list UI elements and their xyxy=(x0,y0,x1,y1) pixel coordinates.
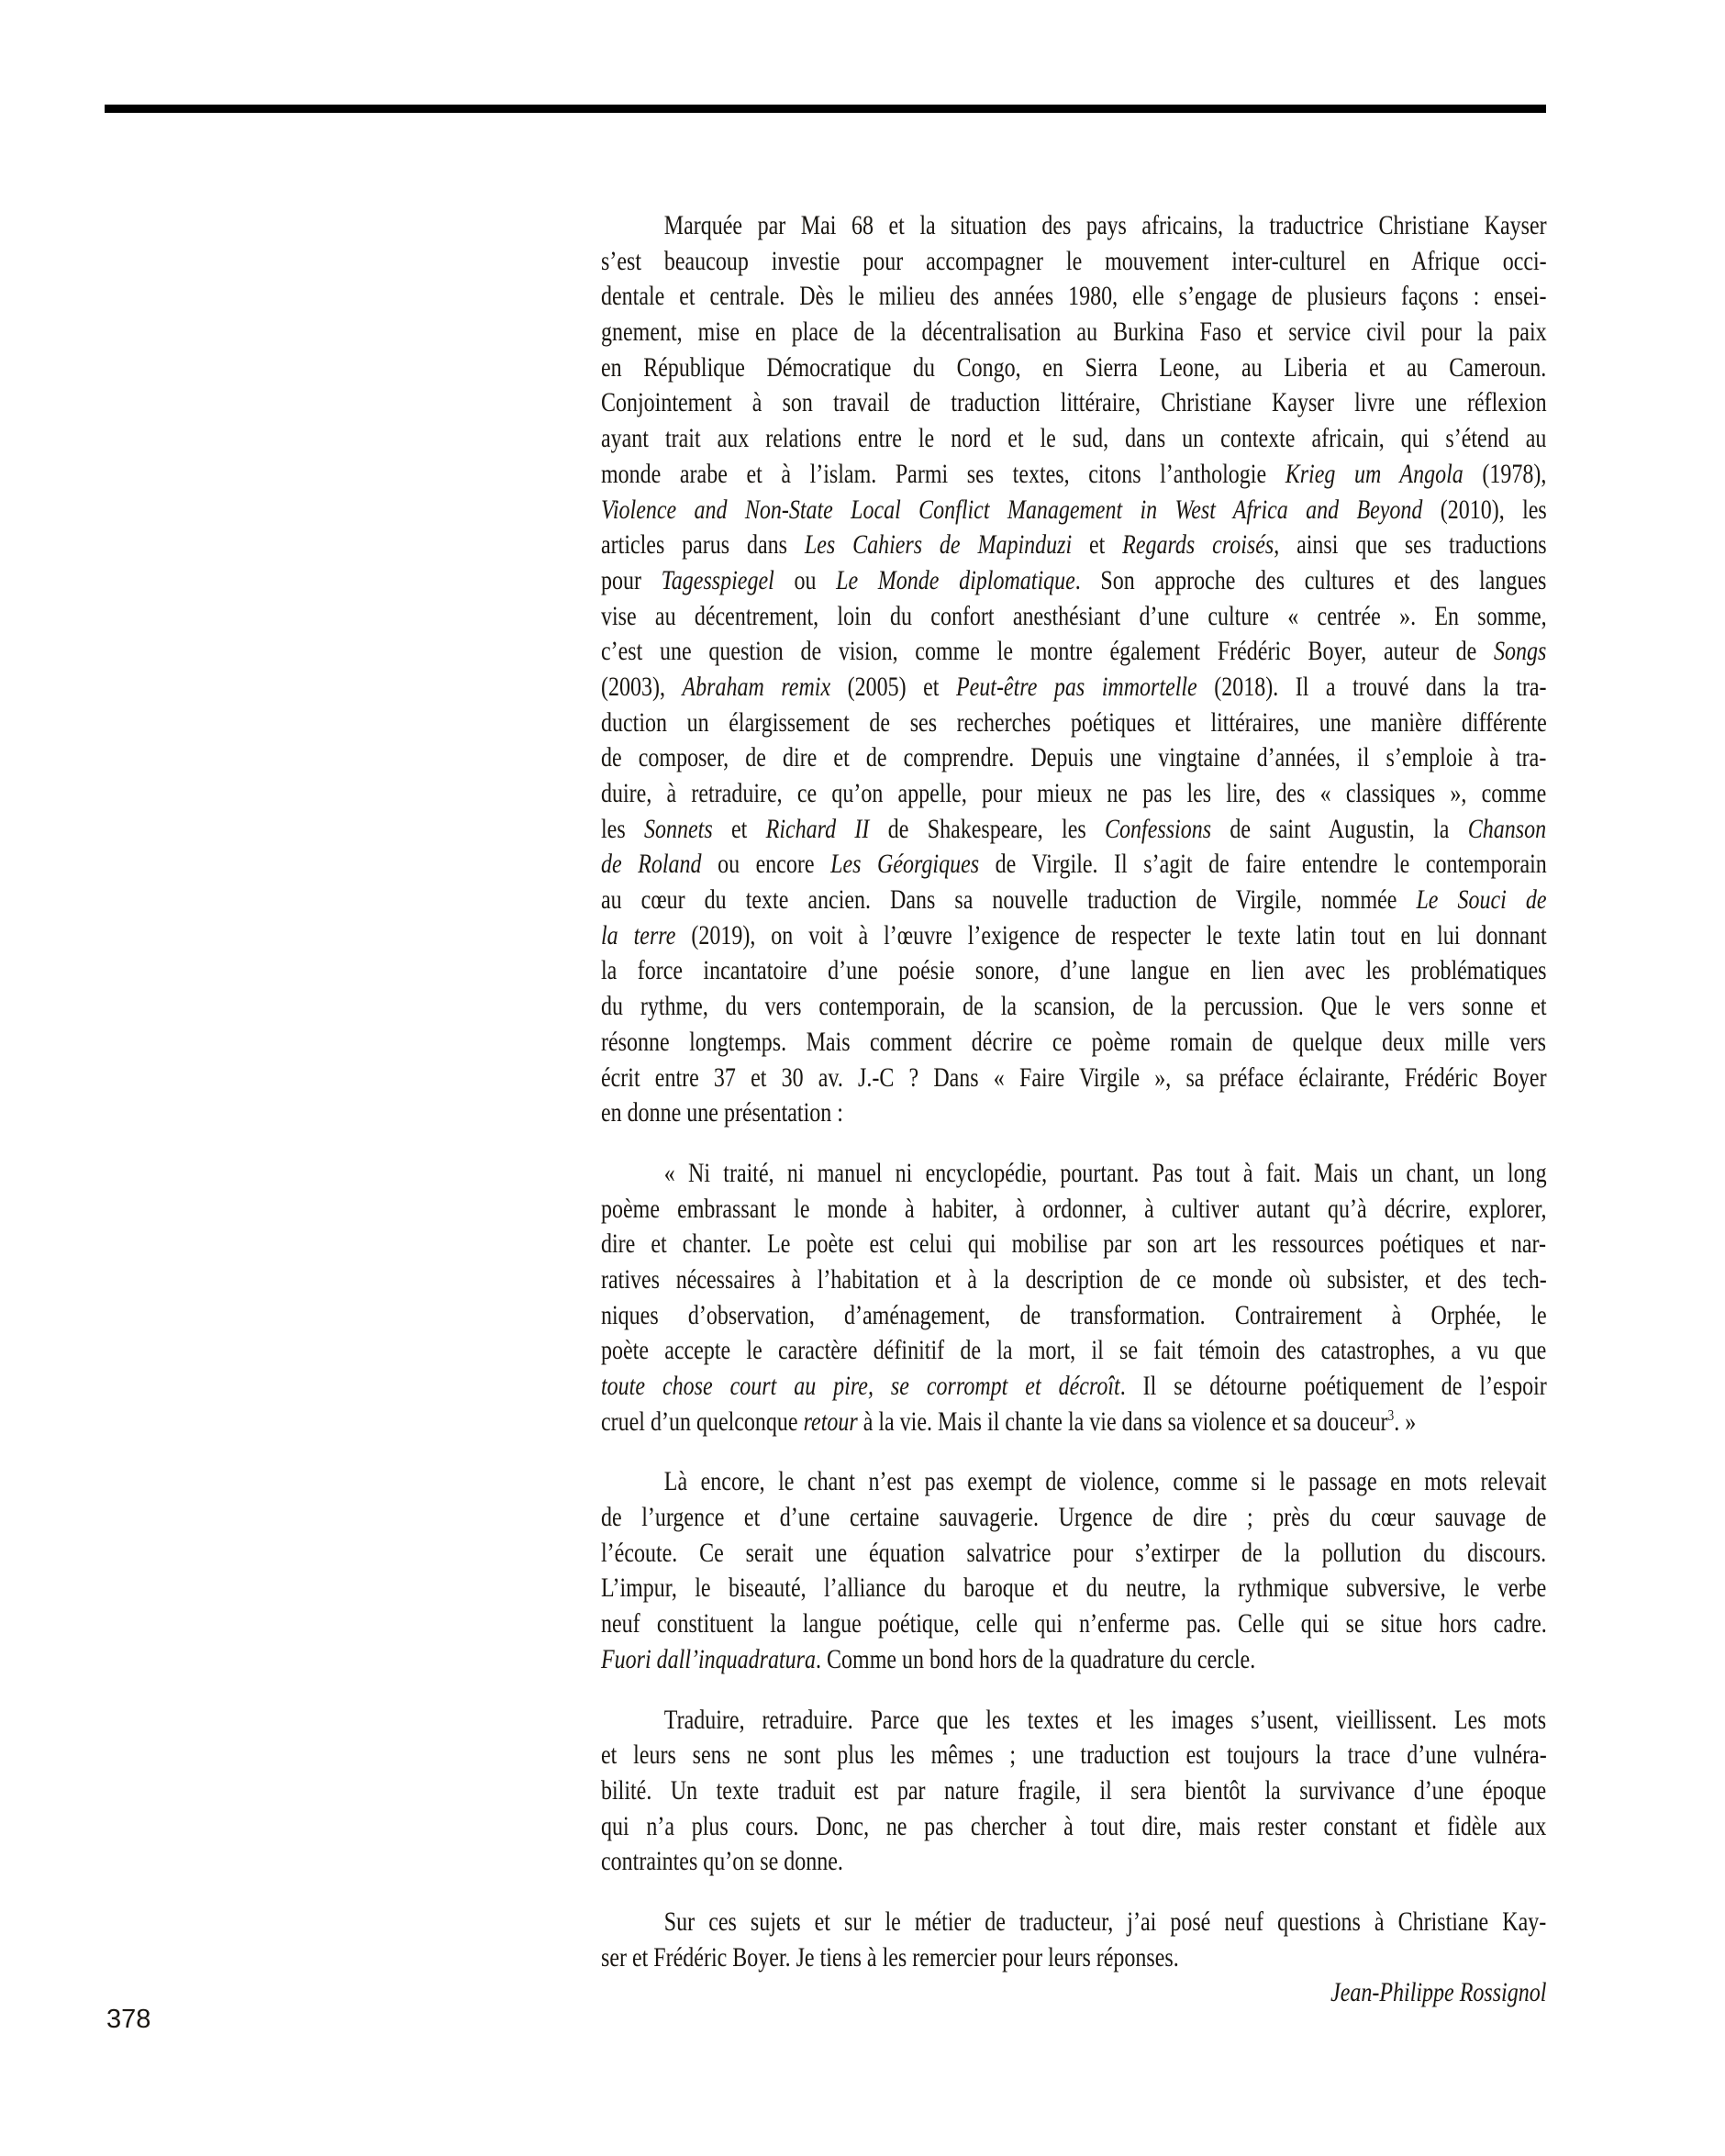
text-line: ratives nécessaires à l’habitation et à la description de ce monde où subsister, et des tech- xyxy=(601,1263,1547,1295)
text-line: écrit entre 37 et 30 av. J.-C ? Dans « Faire Virgile », sa préface éclairante, Frédéric Boyer xyxy=(601,1061,1547,1093)
page-number: 378 xyxy=(106,2005,151,2034)
top-rule xyxy=(105,105,1546,113)
text-line: Marquée par Mai 68 et la situation des pays africains, la traductrice Christiane Kayser xyxy=(663,210,1547,240)
text-line: Traduire, retraduire. Parce que les textes et les images s’usent, vieillissent. Les mots xyxy=(663,1704,1547,1735)
text-line: les Sonnets et Richard II de Shakespeare, les Confessions de saint Augustin, la Chanson xyxy=(601,813,1547,844)
text-line: « Ni traité, ni manuel ni encyclopédie, pourtant. Pas tout à fait. Mais un chant, un long xyxy=(663,1157,1547,1188)
commentary-paragraph xyxy=(601,1464,1546,1677)
text-line: et leurs sens ne sont plus les mêmes ; une traduction est toujours la trace d’une vulnéra- xyxy=(601,1739,1547,1771)
text-line: Sur ces sujets et sur le métier de traducteur, j’ai posé neuf questions à Christiane Kay- xyxy=(663,1906,1547,1937)
retranslation-paragraph xyxy=(601,1703,1546,1880)
quote-paragraph xyxy=(601,1156,1546,1440)
text-line: pour Tagesspiegel ou Le Monde diplomatique. Son approche des cultures et des langues xyxy=(601,564,1547,595)
text-line: neuf constituent la langue poétique, celle qui n’enferme pas. Celle qui se situe hors cadre. xyxy=(601,1608,1547,1639)
text-line: en donne une présentation : xyxy=(601,1097,843,1128)
text-line: vise au décentrement, loin du confort anesthésiant d’une culture « centrée ». En somme, xyxy=(601,600,1547,631)
text-line: bilité. Un texte traduit est par nature fragile, il sera bientôt la survivance d’une époque xyxy=(601,1774,1547,1806)
text-line: Fuori dall’inquadratura. Comme un bond hors de la quadrature du cercle. xyxy=(601,1643,1256,1674)
text-line: résonne longtemps. Mais comment décrire ce poème romain de quelque deux mille vers xyxy=(601,1026,1546,1057)
text-line: gnement, mise en place de la décentralisation au Burkina Faso et service civil pour la paix xyxy=(601,317,1547,348)
text-line: en République Démocratique du Congo, en Sierra Leone, au Liberia et au Cameroun. xyxy=(601,351,1547,383)
text-line: Conjointement à son travail de traduction littéraire, Christiane Kayser livre une réflexion xyxy=(601,387,1547,418)
text-line: articles parus dans Les Cahiers de Mapinduzi et Regards croisés, ainsi que ses traductions xyxy=(601,529,1547,561)
text-line: la force incantatoire d’une poésie sonore, d’une langue en lien avec les problématiques xyxy=(601,955,1547,986)
text-line: toute chose court au pire, se corrompt et décroît. Il se détourne poétiquement de l’espoir xyxy=(601,1371,1547,1401)
author-signature xyxy=(601,1975,1546,2011)
text-line: L’impur, le biseauté, l’alliance du baroque et du neutre, la rythmique subversive, le verbe xyxy=(601,1573,1547,1604)
text-block xyxy=(601,208,1546,2011)
text-line: c’est une question de vision, comme le montre également Frédéric Boyer, auteur de Songs xyxy=(601,636,1547,667)
text-line: cruel d’un quelconque retour à la vie. Mais il chante la vie dans sa violence et sa douceur$^3$. » xyxy=(601,1406,1417,1437)
text-line: poème embrassant le monde à habiter, à ordonner, à cultiver autant qu’à décrire, explorer, xyxy=(601,1193,1547,1224)
closing-paragraph xyxy=(601,1905,1546,1975)
text-line: Jean-Philippe Rossignol xyxy=(1330,1977,1547,2008)
text-line: contraintes qu’on se donne. xyxy=(601,1846,843,1877)
text-line: dentale et centrale. Dès le milieu des années 1980, elle s’engage de plusieurs façons : ensei- xyxy=(601,281,1547,312)
text-line: qui n’a plus cours. Donc, ne pas chercher à tout dire, mais rester constant et fidèle aux xyxy=(601,1810,1547,1841)
text-line: l’écoute. Ce serait une équation salvatrice pour s’extirper de la pollution du discours. xyxy=(601,1537,1547,1568)
text-line: monde arabe et à l’islam. Parmi ses textes, citons l’anthologie Krieg um Angola (1978), xyxy=(601,458,1547,489)
text-line: duire, à retraduire, ce qu’on appelle, pour mieux ne pas les lire, des « classiques », comme xyxy=(601,778,1547,808)
text-line: de Roland ou encore Les Géorgiques de Virgile. Il s’agit de faire entendre le contemporain xyxy=(601,849,1547,880)
text-line: du rythme, du vers contemporain, de la scansion, de la percussion. Que le vers sonne et xyxy=(601,991,1547,1022)
text-line: duction un élargissement de ses recherches poétiques et littéraires, une manière différente xyxy=(601,706,1547,738)
text-line: ayant trait aux relations entre le nord et le sud, dans un contexte africain, qui s’étend au xyxy=(601,423,1547,454)
text-line: la terre (2019), on voit à l’œuvre l’exigence de respecter le texte latin tout en lui donnant xyxy=(601,919,1547,950)
text-line: de composer, de dire et de comprendre. Depuis une vingtaine d’années, il s’emploie à tra- xyxy=(601,742,1547,773)
intro-paragraph xyxy=(601,208,1546,1131)
text-line: de l’urgence et d’une certaine sauvagerie. Urgence de dire ; près du cœur sauvage de xyxy=(601,1502,1547,1533)
text-line: Là encore, le chant n’est pas exempt de violence, comme si le passage en mots relevait xyxy=(663,1466,1547,1497)
text-line: (2003), Abraham remix (2005) et Peut-être pas immortelle (2018). Il a trouvé dans la tra- xyxy=(601,671,1547,702)
text-line: s’est beaucoup investie pour accompagner le mouvement inter-culturel en Afrique occi- xyxy=(601,245,1547,276)
text-line: au cœur du texte ancien. Dans sa nouvelle traduction de Virgile, nommée Le Souci de xyxy=(601,884,1547,916)
text-line: dire et chanter. Le poète est celui qui mobilise par son art les ressources poétiques et nar- xyxy=(601,1228,1547,1260)
text-line: ser et Frédéric Boyer. Je tiens à les remercier pour leurs réponses. xyxy=(601,1941,1179,1973)
text-line: niques d’observation, d’aménagement, de transformation. Contrairement à Orphée, le xyxy=(601,1299,1547,1330)
text-line: Violence and Non-State Local Conflict Management in West Africa and Beyond (2010), les xyxy=(601,494,1547,525)
text-line: poète accepte le caractère définitif de la mort, il se fait témoin des catastrophes, a vu que xyxy=(601,1335,1547,1366)
